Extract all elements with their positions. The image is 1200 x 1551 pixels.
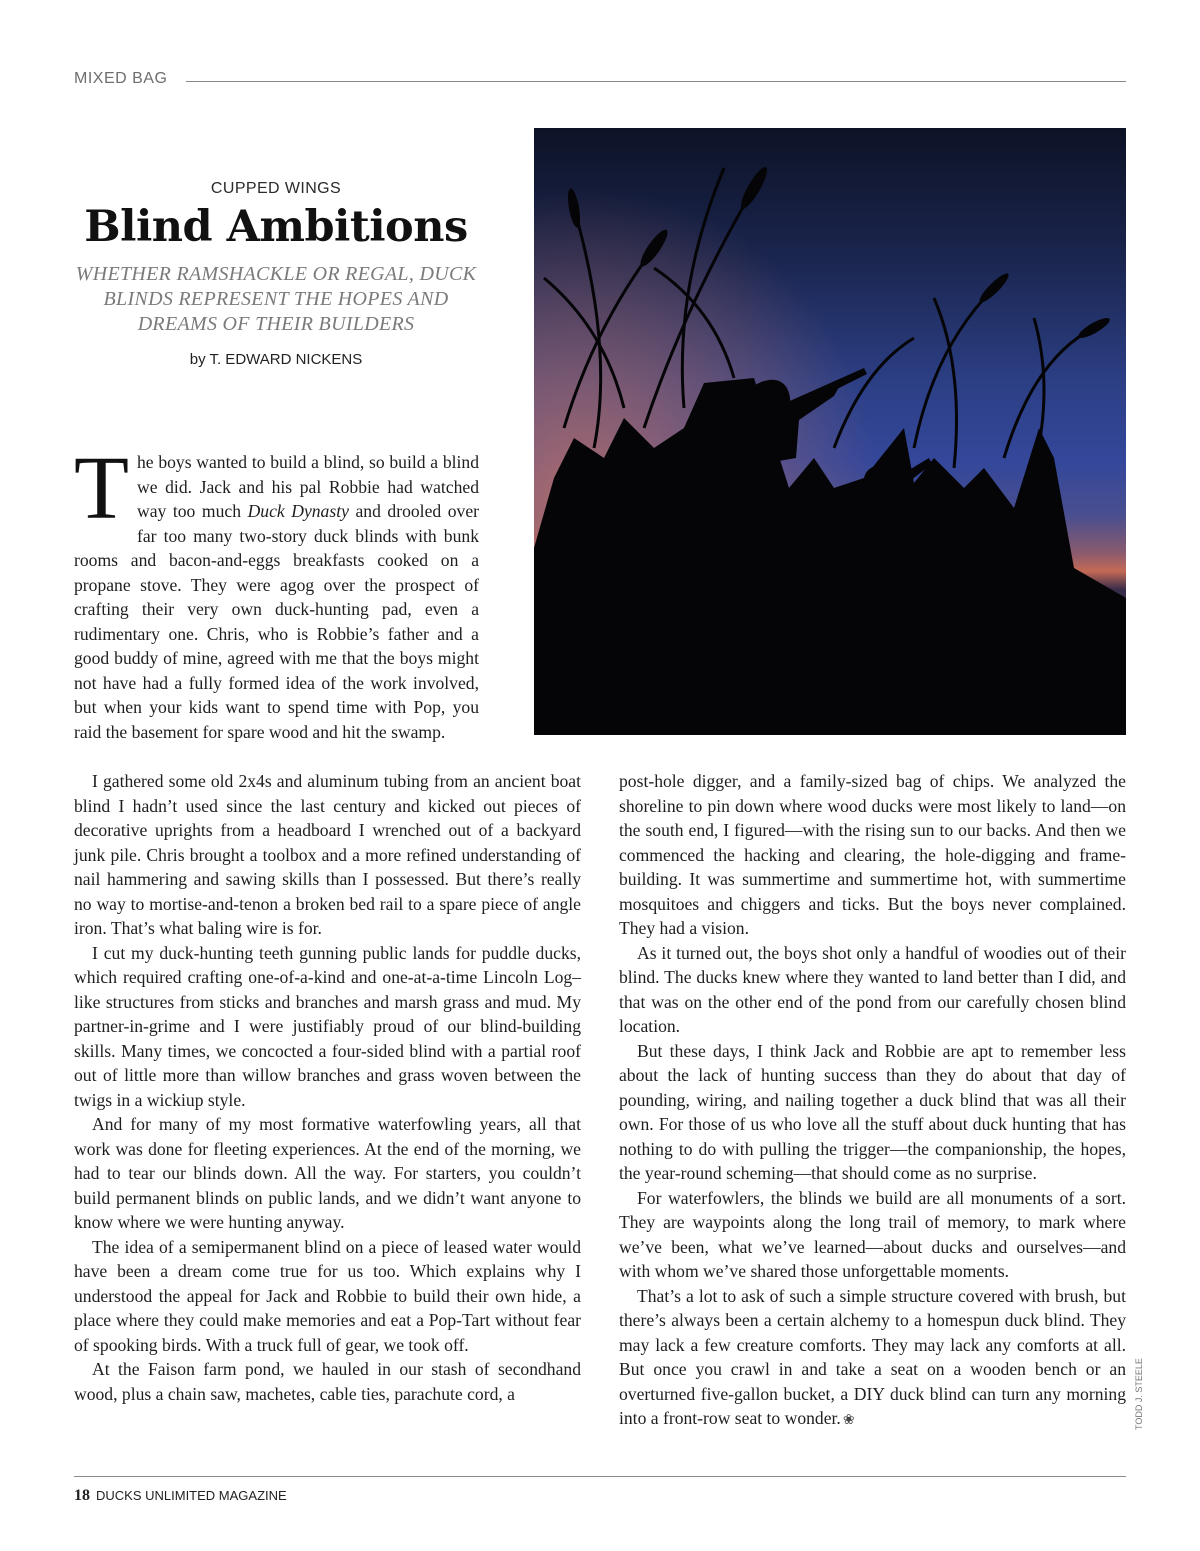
intro-text-end: and drooled over far too many two-story duck blinds with bunk rooms and bacon-and-eggs breakfasts cooked on a propane stove. They were agog over the prospect of crafting their very own duck-hunting pad, even a rudimentary one. Chris, who is Robbie’s father and a good buddy of mine, agreed with me that the boys might not have had a fully formed idea of the work involved, but when your kids want to spend time with Pop, you raid the basement for spare wood and hit the swamp.	[74, 501, 480, 742]
byline: by T. EDWARD NICKENS	[189, 351, 363, 368]
body-column-right	[619, 769, 1126, 1433]
deck: WHETHER RAMSHACKLE OR REGAL, DUCK BLINDS REPRESENT THE HOPES AND DREAMS OF THEIR BUILDERS	[75, 263, 477, 335]
body-paragraph: And for many of my most formative waterfowling years, all that work was done for fleeting experiences. At the end of the morning, we had to tear our blinds down. All the way. For starters, you couldn’t build permanent blinds on public lands, and we didn’t want anyone to know where we were hunting anyway.	[74, 1114, 581, 1232]
duck-head-icon: ❀	[842, 1412, 855, 1428]
body-paragraph: I gathered some old 2x4s and aluminum tubing from an ancient boat blind I hadn’t used since the last century and kicked out pieces of decorative uprights from a headboard I wrenched out of a backyard junk pile. Chris brought a toolbox and a more refined understanding of nail hammering and sawing skills than I possessed. But there’s really no way to mortise-and-tenon a broken bed rail to a spare piece of angle iron. That’s what baling wire is for.	[74, 771, 581, 938]
body-paragraph-last: That’s a lot to ask of such a simple structure covered with brush, but there’s always been a certain alchemy to a homespun duck blind. They may lack a few creature comforts. They may lack any comforts at all. But once you crawl in and take a seat on a wooden bench or an overturned five-gallon bucket, a DIY duck blind can turn any morning into a front-row seat to wonder. ❀	[619, 1285, 1126, 1428]
body-paragraph: As it turned out, the boys shot only a handful of woodies out of their blind. The ducks knew where they wanted to land better than I did, and that was on the other end of the pond from our carefully chosen blind location.	[619, 942, 1126, 1036]
intro-text-start: he boys wanted to build a blind, so build a blind we did. Jack and his pal Robbie had watched way too much	[136, 452, 479, 521]
photo-credit: TODD J. STEELE	[1134, 1358, 1144, 1430]
article-intro	[74, 439, 480, 744]
intro-italic-title: Duck Dynasty	[247, 501, 349, 521]
footer-rule	[74, 1476, 1126, 1477]
headline: Blind Ambitions	[84, 202, 468, 252]
body-paragraph: But these days, I think Jack and Robbie are apt to remember less about the lack of hunting success than they do about that day of pounding, wiring, and nailing together a duck blind that was all their own. For those of us who love all the stuff about duck hunting that has nothing to do with pulling the trigger—the companionship, the hopes, the year-round scheming—that should come as no surprise.	[619, 1040, 1126, 1183]
body-column-left	[74, 769, 581, 1406]
publication-name: DUCKS UNLIMITED MAGAZINE	[96, 1488, 287, 1503]
body-paragraph: For waterfowlers, the blinds we build are all monuments of a sort. They are waypoints along the long trail of memory, to mark where we’ve been, what we’ve learned—about ducks and ourselves—and with whom we’ve shared those unforgettable moments.	[619, 1187, 1126, 1281]
hunters-silhouette-photo	[534, 128, 1126, 735]
body-paragraph: At the Faison farm pond, we hauled in our stash of secondhand wood, plus a chain saw, machetes, cable ties, parachute cord, a	[74, 1359, 581, 1404]
section-label: MIXED BAG	[74, 70, 168, 87]
title-block	[74, 180, 478, 368]
intro-paragraph	[74, 439, 480, 744]
photo-illustration	[534, 128, 1126, 735]
page-footer	[74, 1487, 287, 1505]
section-header	[74, 70, 1126, 94]
body-paragraph: post-hole digger, and a family-sized bag of chips. We analyzed the shoreline to pin down where wood ducks were most likely to land—on the south end, I figured—with the rising sun to our backs. And then we commenced the hacking and clearing, the hole-digging and frame-building. It was summertime and summertime hot, with summertime mosquitoes and chiggers and ticks. But the boys never complained. They had a vision.	[619, 771, 1126, 938]
page-number: 18	[74, 1487, 90, 1504]
drop-cap: T	[74, 439, 129, 538]
body-paragraph: The idea of a semipermanent blind on a piece of leased water would have been a dream come true for us too. Which explains why I understood the appeal for Jack and Robbie to build their own hide, a place where they could make memories and eat a Pop-Tart without fear of spooking birds. With a truck full of gear, we took off.	[74, 1236, 581, 1355]
header-rule	[186, 81, 1126, 82]
kicker: CUPPED WINGS	[210, 180, 342, 197]
body-paragraph: I cut my duck-hunting teeth gunning public lands for puddle ducks, which required crafting one-of-a-kind and one-at-a-time Lincoln Log–like structures from sticks and branches and marsh grass and mud. My partner-in-grime and I were justifiably proud of our blind-building skills. Many times, we concocted a four-sided blind with a partial roof out of little more than willow branches and grass woven between the twigs in a wickiup style.	[74, 942, 581, 1110]
